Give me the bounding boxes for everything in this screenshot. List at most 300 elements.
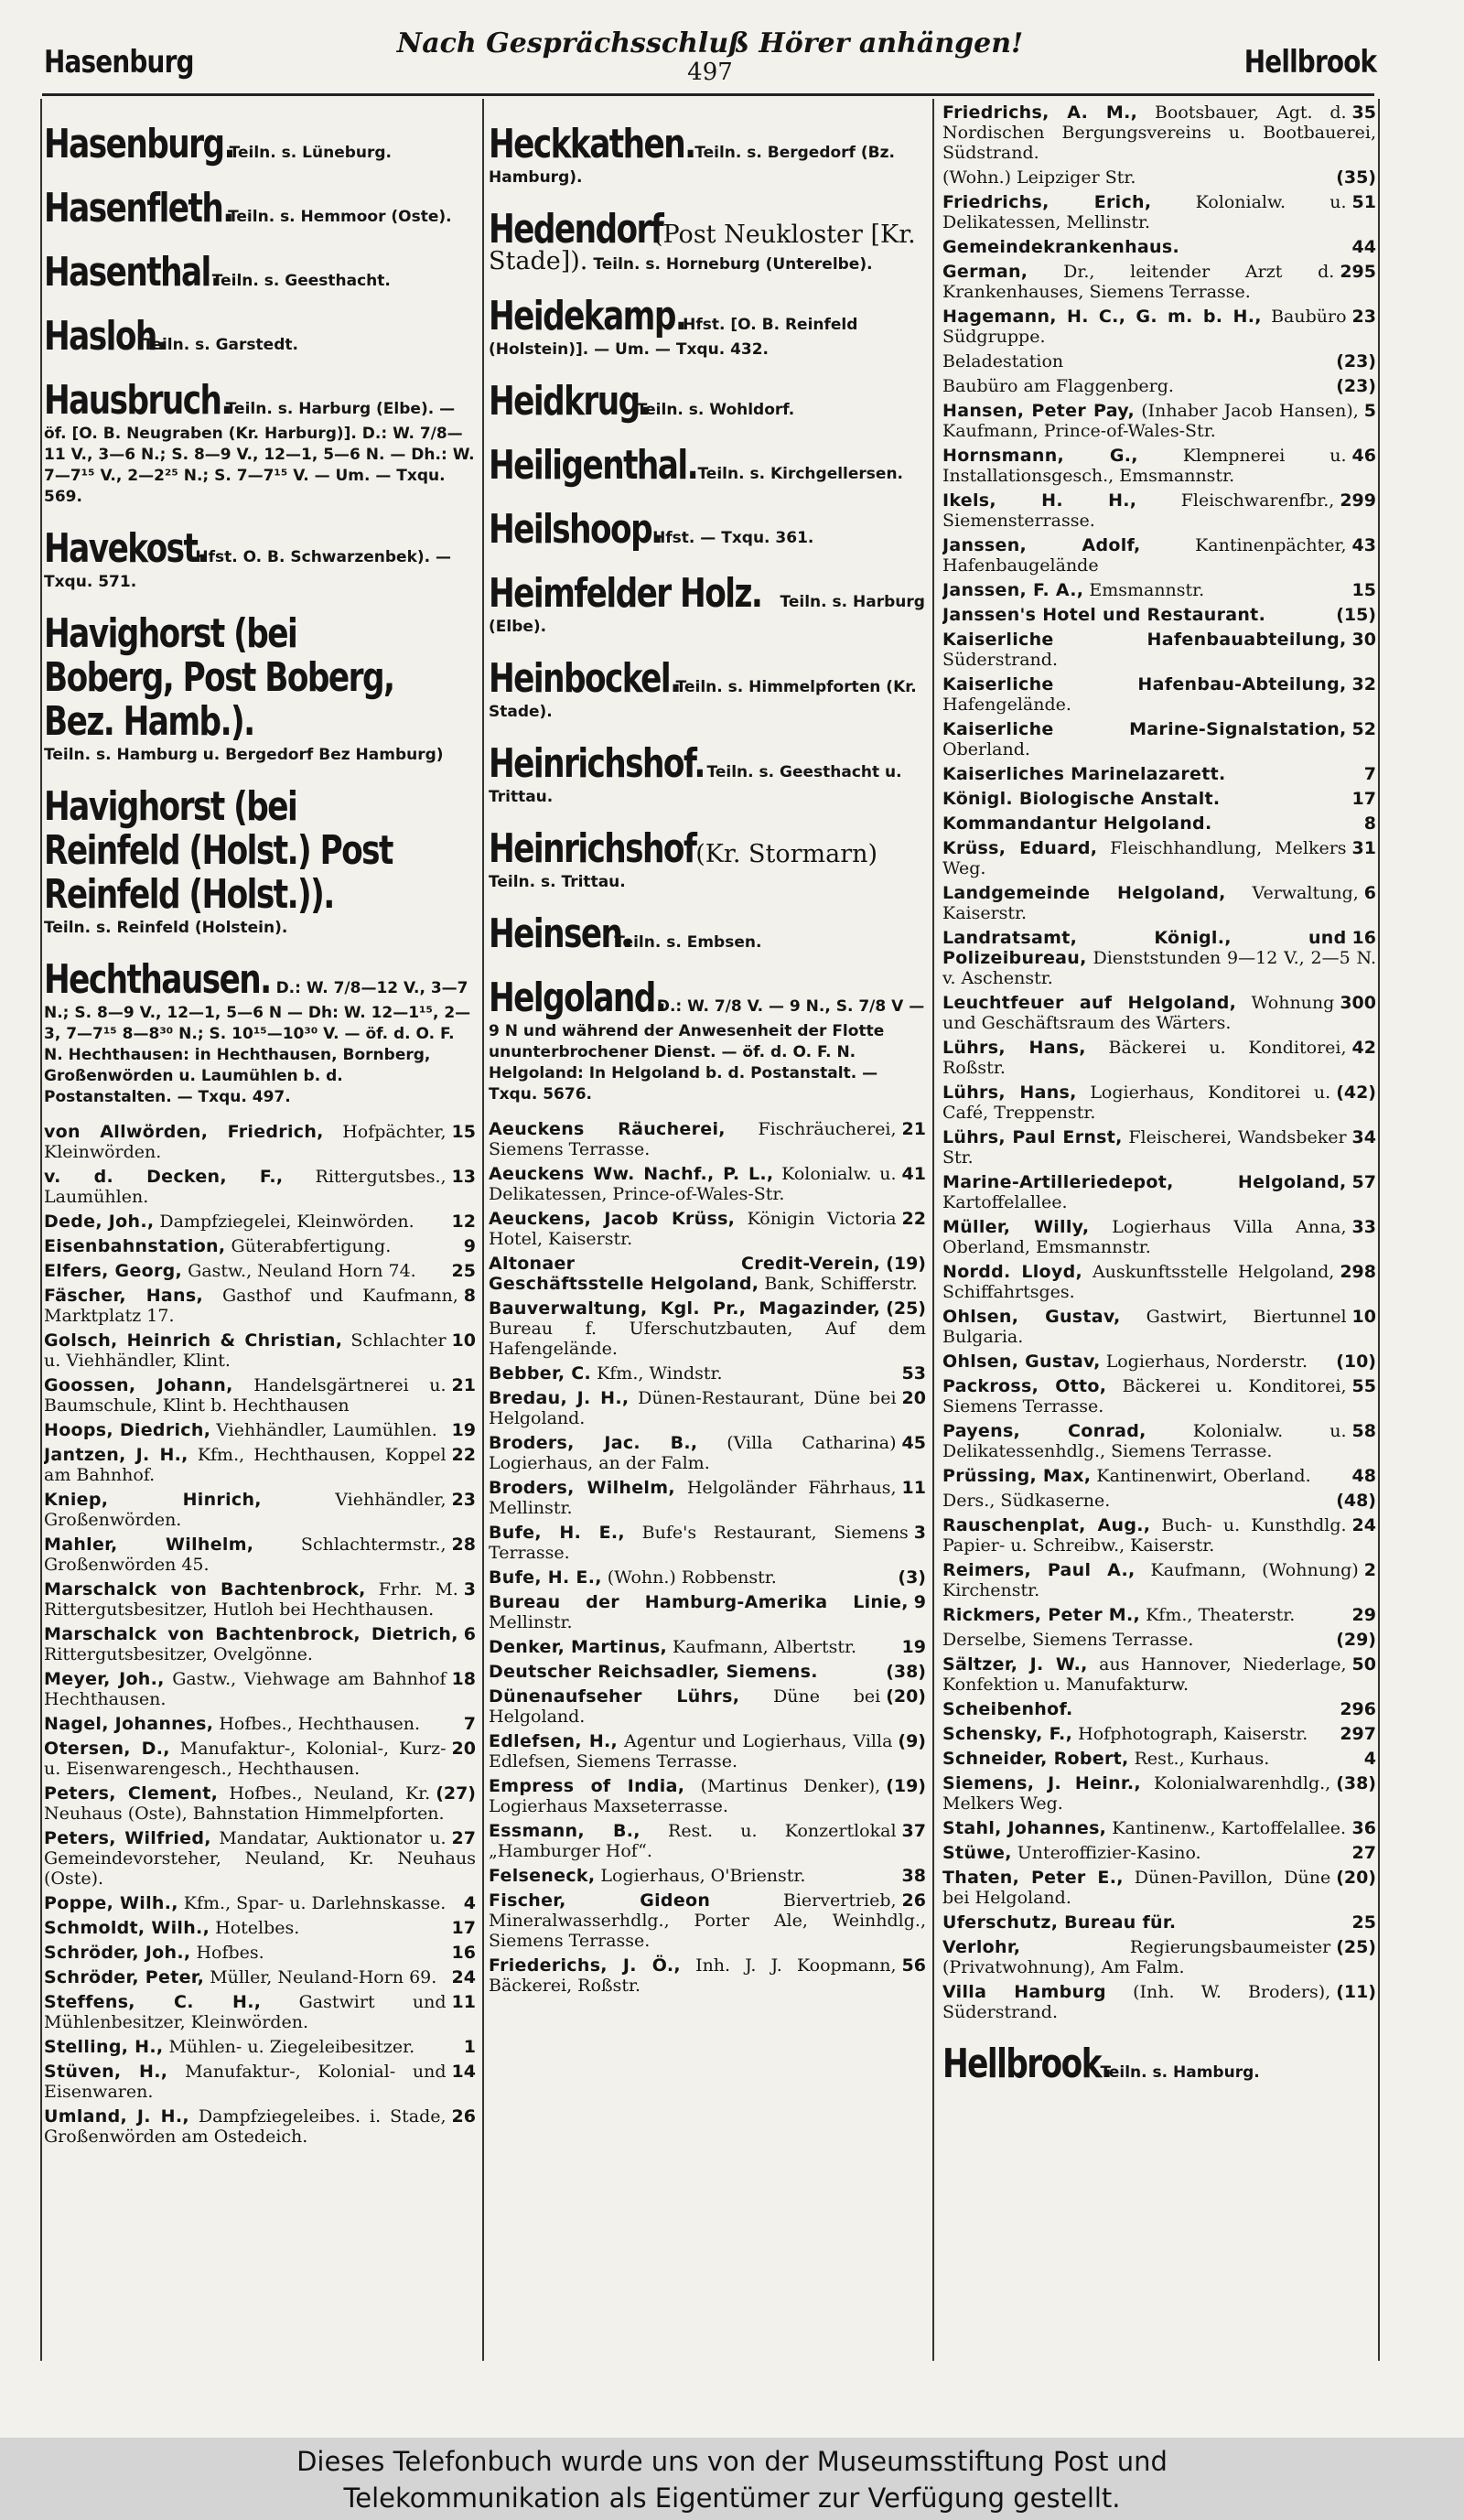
- entry-description: Gastwirt und Mühlenbesitzer, Kleinwörden.: [44, 1992, 447, 2032]
- footer-line-1: Dieses Telefonbuch wurde uns von der Museumsstiftung Post und: [296, 2446, 1168, 2477]
- phone-number: 296: [1340, 1699, 1376, 1719]
- phone-number: (9): [898, 1731, 926, 1751]
- phone-number: 34: [1351, 1127, 1376, 1147]
- place-qualifier: (Post Neukloster [Kr. Stade]).: [489, 221, 916, 275]
- entry-description: Bootsbauer, Agt. d. Nordischen Bergungsvereins u. Bootbauerei, Südstrand.: [942, 102, 1376, 163]
- place-heading: [44, 187, 476, 231]
- entry-name: Bebber, C.: [489, 1363, 592, 1384]
- phone-number: 13: [451, 1167, 476, 1187]
- directory-entry: [942, 1515, 1376, 1556]
- phone-number: (15): [1336, 605, 1376, 625]
- entry-name: Scheibenhof.: [942, 1699, 1073, 1719]
- phone-number: 6: [463, 1624, 476, 1644]
- entry-name: Janssen's Hotel und Restaurant.: [942, 605, 1266, 625]
- entry-name: Ohlsen, Gustav,: [942, 1307, 1121, 1327]
- entry-name: Fäscher, Hans,: [44, 1286, 203, 1306]
- entry-name: Goossen, Johann,: [44, 1375, 233, 1395]
- entry-name: von Allwörden, Friedrich,: [44, 1122, 324, 1142]
- phone-number: (11): [1336, 1982, 1376, 2002]
- entry-name: Landgemeinde Helgoland,: [942, 883, 1226, 903]
- phone-number: (23): [1336, 351, 1376, 372]
- footer-notice: [0, 2438, 1464, 2520]
- entry-name: Nordd. Lloyd,: [942, 1262, 1083, 1282]
- entry-name: Schröder, Peter,: [44, 1967, 205, 1987]
- entry-description: Gastw., Viehwage am Bahnhof Hechthausen.: [44, 1669, 447, 1709]
- directory-entry: [44, 1122, 476, 1162]
- entry-description: Bank, Schifferstr.: [764, 1274, 918, 1294]
- directory-entry: [942, 535, 1376, 576]
- entry-name: Lührs, Paul Ernst,: [942, 1127, 1123, 1147]
- phone-number: 20: [451, 1739, 476, 1759]
- entry-name: Friedrichs, Erich,: [942, 192, 1152, 212]
- entry-name: Meyer, Joh.,: [44, 1669, 165, 1689]
- entry-name: German,: [942, 262, 1028, 282]
- directory-entry: [44, 1714, 476, 1734]
- phone-number: 33: [1351, 1217, 1376, 1237]
- directory-entry: [489, 1567, 926, 1588]
- directory-entry: [942, 1749, 1376, 1769]
- place-name: Hasloh.: [44, 313, 167, 360]
- entry-name: Steffens, C. H.,: [44, 1992, 262, 2012]
- entry-description: Oberland.: [942, 739, 1030, 759]
- entry-description: Dünen-Pavillon, Düne bei Helgoland.: [942, 1868, 1331, 1908]
- entry-description: Unteroffizier-Kasino.: [1017, 1843, 1201, 1863]
- phone-number: (29): [1336, 1630, 1376, 1650]
- directory-entry: [489, 1776, 926, 1816]
- entry-name: Stahl, Johannes,: [942, 1818, 1107, 1838]
- place-details: Teiln. s. Trittau.: [489, 873, 626, 891]
- entry-name: Broders, Jac. B.,: [489, 1433, 698, 1453]
- phone-number: 23: [1351, 307, 1376, 327]
- phone-number: 24: [1351, 1515, 1376, 1535]
- entry-description: Baubüro Südgruppe.: [942, 307, 1347, 347]
- place-name: Heidekamp.: [489, 293, 686, 339]
- directory-entry: [942, 1172, 1376, 1212]
- phone-number: 4: [463, 1893, 476, 1913]
- entry-description: Fleischhandlung, Melkers Weg.: [942, 838, 1347, 878]
- directory-entry: [942, 1868, 1376, 1908]
- entry-name: Kaiserliche Hafenbau-Abteilung,: [942, 674, 1347, 695]
- phone-number: 30: [1351, 630, 1376, 650]
- place-heading: [44, 123, 476, 167]
- entry-name: Altonaer Credit-Verein, Geschäftsstelle Helgoland,: [489, 1254, 881, 1294]
- phone-number: 3: [463, 1579, 476, 1599]
- directory-entry: [942, 1912, 1376, 1933]
- entry-name: Ikels, H. H.,: [942, 490, 1137, 511]
- phone-number: 299: [1340, 490, 1376, 511]
- directory-entry: [44, 1212, 476, 1232]
- place-details: Teiln. s. Garstedt.: [143, 336, 298, 354]
- entry-name: Peters, Clement,: [44, 1783, 219, 1804]
- phone-number: 27: [451, 1828, 476, 1848]
- phone-number: 300: [1340, 993, 1376, 1013]
- directory-entry: [489, 1209, 926, 1249]
- place-heading: [489, 742, 926, 807]
- place-name: Heinrichshof.: [489, 740, 705, 787]
- entry-description: (Martinus Denker), Logierhaus Maxseterrasse.: [489, 1776, 881, 1816]
- entry-description: Kfm., Theaterstr.: [1146, 1605, 1296, 1625]
- directory-entry: [942, 262, 1376, 302]
- directory-entry: [44, 1535, 476, 1575]
- directory-entry: [44, 1445, 476, 1485]
- directory-entry: [942, 764, 1376, 784]
- place-name: Heinbockel.: [489, 655, 681, 702]
- phone-number: 22: [901, 1209, 926, 1229]
- phone-number: 9: [913, 1592, 926, 1612]
- entry-name: Krüss, Eduard,: [942, 838, 1098, 858]
- place-name: Heinsen.: [489, 910, 632, 957]
- phone-number: 25: [451, 1261, 476, 1281]
- entry-description: Dr., leitender Arzt d. Krankenhauses, Siemens Terrasse.: [942, 262, 1335, 302]
- directory-entry: [489, 1955, 926, 1996]
- phone-number: 37: [901, 1821, 926, 1841]
- entry-name: Poppe, Wilh.,: [44, 1893, 178, 1913]
- entry-name: Fischer, Gideon: [489, 1890, 711, 1911]
- phone-number: 52: [1351, 719, 1376, 739]
- phone-number: 1: [463, 2037, 476, 2057]
- entry-description: Kartoffelallee.: [942, 1192, 1068, 1212]
- directory-entry: [44, 2037, 476, 2057]
- phone-number: 17: [451, 1918, 476, 1938]
- directory-entry: [489, 1523, 926, 1563]
- entry-name: Marschalck von Bachtenbrock, Dietrich,: [44, 1624, 458, 1644]
- phone-number: (27): [436, 1783, 476, 1804]
- directory-entry: [44, 2106, 476, 2147]
- directory-entry: [942, 813, 1376, 834]
- directory-entry: [44, 1167, 476, 1207]
- place-details: Hfst. — Txqu. 361.: [652, 529, 814, 547]
- place-heading: [489, 123, 926, 188]
- directory-entry: [44, 1669, 476, 1709]
- directory-entry: [942, 838, 1376, 878]
- place-name: Hellbrook.: [942, 2041, 1112, 2087]
- directory-entry: [942, 580, 1376, 600]
- directory-entry: [44, 1579, 476, 1620]
- column-divider-2: [932, 99, 934, 2361]
- header-rule: [42, 93, 1374, 96]
- phone-number: 298: [1340, 1262, 1376, 1282]
- entry-description: Viehhändler, Großenwörden.: [44, 1490, 447, 1530]
- phone-number: 44: [1351, 237, 1376, 257]
- phone-number: 15: [451, 1122, 476, 1142]
- phone-number: 15: [1351, 580, 1376, 600]
- phone-number: 53: [901, 1363, 926, 1384]
- entry-description: Gasthof und Kaufmann, Marktplatz 17.: [44, 1286, 458, 1326]
- entry-name: Peters, Wilfried,: [44, 1828, 211, 1848]
- phone-number: (48): [1336, 1491, 1376, 1511]
- directory-entry: [44, 1828, 476, 1889]
- directory-entry: [942, 1699, 1376, 1719]
- directory-entry: [489, 1637, 926, 1657]
- place-details: Teiln. s. Lüneburg.: [229, 144, 393, 162]
- directory-entry: [44, 1992, 476, 2032]
- place-name: Havighorst (bei Boberg, Post Boberg, Bez. Hamb.).: [44, 610, 394, 745]
- entry-description: Wohnung und Geschäftsraum des Wärters.: [942, 993, 1335, 1033]
- phone-number: (3): [898, 1567, 926, 1588]
- place-name: Havighorst (bei Reinfeld (Holst.) Post Reinfeld (Holst.)).: [44, 783, 393, 918]
- column-3: [942, 102, 1376, 2358]
- entry-description: Kantinenwirt, Oberland.: [1096, 1466, 1311, 1486]
- directory-entry: [489, 1662, 926, 1682]
- phone-number: 10: [1351, 1307, 1376, 1327]
- phone-number: 51: [1351, 192, 1376, 212]
- phone-number: (23): [1336, 376, 1376, 396]
- footer-line-2: Telekommunikation als Eigentümer zur Verfügung gestellt.: [343, 2482, 1121, 2514]
- directory-entry: [942, 1773, 1376, 1814]
- entry-description: Güterabfertigung.: [231, 1236, 392, 1256]
- directory-entry: [489, 1433, 926, 1473]
- directory-entry: [942, 605, 1376, 625]
- phone-number: 3: [913, 1523, 926, 1543]
- phone-number: (20): [1336, 1868, 1376, 1888]
- place-details: Teiln. s. Embsen.: [614, 933, 762, 952]
- directory-entry: [942, 1982, 1376, 2022]
- entry-name: Mahler, Wilhelm,: [44, 1535, 254, 1555]
- phone-number: 57: [1351, 1172, 1376, 1192]
- place-heading: [44, 612, 476, 765]
- entry-name: Edlefsen, H.,: [489, 1731, 619, 1751]
- entry-description: Kfm., Spar- u. Darlehnskasse.: [183, 1893, 447, 1913]
- directory-entry: [942, 102, 1376, 163]
- column-1: [44, 102, 476, 2358]
- place-details: Teiln. s. Hamburg u. Bergedorf Bez Hamburg): [44, 746, 444, 764]
- phone-number: 27: [1351, 1843, 1376, 1863]
- entry-name: Kommandantur Helgoland.: [942, 813, 1212, 834]
- entry-description: Bufe's Restaurant, Siemens Terrasse.: [489, 1523, 909, 1563]
- directory-entry: [942, 1724, 1376, 1744]
- directory-entry: [942, 237, 1376, 257]
- entry-name: Aeuckens Ww. Nachf., P. L.,: [489, 1164, 774, 1184]
- directory-entry: [942, 401, 1376, 441]
- entry-name: Rauschenplat, Aug.,: [942, 1515, 1151, 1535]
- entry-description: Düne bei Helgoland.: [489, 1686, 881, 1727]
- entry-description: Gastwirt, Biertunnel Bulgaria.: [942, 1307, 1347, 1347]
- directory-entry: [489, 1119, 926, 1159]
- entry-description: Auskunftsstelle Helgoland, Schiffahrtsges.: [942, 1262, 1335, 1302]
- directory-entry: [489, 1254, 926, 1294]
- place-details: Hfst. O. B. Schwarzenbek). — Txqu. 571.: [44, 548, 452, 591]
- place-heading: [489, 657, 926, 722]
- entry-description: Buch- u. Kunsthdlg. Papier- u. Schreibw., Kaiserstr.: [942, 1515, 1347, 1556]
- entry-description: Ders., Südkaserne.: [942, 1491, 1111, 1511]
- directory-entry: [489, 1478, 926, 1518]
- directory-entry: [942, 446, 1376, 486]
- phone-number: (35): [1336, 167, 1376, 188]
- directory-entry: [942, 719, 1376, 759]
- phone-number: (25): [1336, 1937, 1376, 1957]
- phone-number: 6: [1363, 883, 1376, 903]
- left-border-rule: [40, 99, 42, 2361]
- entry-description: Rest., Kurhaus.: [1134, 1749, 1270, 1769]
- phone-number: 26: [451, 2106, 476, 2127]
- entry-description: Mühlen- u. Ziegeleibesitzer.: [168, 2037, 415, 2057]
- directory-entry: [942, 1217, 1376, 1257]
- entry-description: Dampfziegeleibes. i. Stade, Großenwörden am Ostedeich.: [44, 2106, 447, 2147]
- place-name: Hasenfleth.: [44, 185, 233, 232]
- directory-entry: [44, 1420, 476, 1440]
- entry-name: Deutscher Reichsadler, Siemens.: [489, 1662, 818, 1682]
- place-heading: [44, 785, 476, 938]
- entry-description: (Inh. W. Broders), Süderstrand.: [942, 1982, 1331, 2022]
- entry-name: Ohlsen, Gustav,: [942, 1352, 1101, 1372]
- directory-entry: [942, 1605, 1376, 1625]
- directory-entry: [942, 1262, 1376, 1302]
- directory-entry: [489, 1592, 926, 1632]
- phone-number: (38): [1336, 1773, 1376, 1793]
- directory-entry: [942, 1352, 1376, 1372]
- place-details: Teiln. s. Harburg (Elbe). — öf. [O. B. Neugraben (Kr. Harburg)]. D.: W. 7/8—11 V., 3—6 N.; S. 8—9 V., 12—1, 5—6 N. — Dh.: W. 7—7¹⁵ V., 2—2²⁵ N.; S. 7—7¹⁵ V. — Um. — Txqu. 569.: [44, 400, 475, 506]
- entry-description: Bureau f. Uferschutzbauten, Auf dem Hafengelände.: [489, 1319, 926, 1359]
- entry-name: Marschalck von Bachtenbrock,: [44, 1579, 366, 1599]
- entry-description: Königin Victoria Hotel, Kaiserstr.: [489, 1209, 897, 1249]
- entry-description: (Villa Catharina) Logierhaus, an der Falm.: [489, 1433, 897, 1473]
- entry-name: Leuchtfeuer auf Helgoland,: [942, 993, 1237, 1013]
- entry-name: Thaten, Peter E.,: [942, 1868, 1124, 1888]
- entry-description: Dienststunden 9—12 V., 2—5 N. v. Aschenstr.: [942, 948, 1376, 988]
- directory-entry: [942, 490, 1376, 531]
- directory-entry: [44, 2062, 476, 2102]
- entry-description: Hofbes.: [196, 1943, 264, 1963]
- entry-name: Schensky, F.,: [942, 1724, 1073, 1744]
- entry-description: Klempnerei u. Installationsgesch., Emsmannstr.: [942, 446, 1347, 486]
- place-details: D.: W. 7/8—12 V., 3—7 N.; S. 8—9 V., 12—1, 5—6 N — Dh: W. 12—1¹⁵, 2—3, 7—7¹⁵ 8—8³⁰ N.; S. 10¹⁵—10³⁰ V. — öf. d. O. F. N. Hechthausen: in Hechthausen, Bornberg, Großenwörden u. Laumühlen b. d. Postanstalten. — Txqu. 497.: [44, 979, 471, 1106]
- place-name: Heckkathen.: [489, 121, 695, 167]
- entry-name: Bredau, J. H.,: [489, 1388, 630, 1408]
- directory-entry: [942, 993, 1376, 1033]
- entry-description: Kfm., Windstr.: [597, 1363, 723, 1384]
- phone-number: 17: [1351, 789, 1376, 809]
- phone-number: 35: [1351, 102, 1376, 123]
- column-2: [489, 102, 926, 2358]
- entry-description: Inh. J. J. Koopmann, Bäckerei, Roßstr.: [489, 1955, 897, 1996]
- entry-description: Regierungsbaumeister (Privatwohnung), Am Falm.: [942, 1937, 1331, 1977]
- entry-description: Kaufmann, Albertstr.: [673, 1637, 857, 1657]
- place-heading: [489, 208, 926, 275]
- entry-name: Jantzen, J. H.,: [44, 1445, 188, 1465]
- place-name: Hedendorf: [489, 206, 663, 253]
- place-name: Hechthausen.: [44, 956, 271, 1003]
- directory-entry: [44, 1236, 476, 1256]
- place-details: Teiln. s. Geesthacht u. Trittau.: [489, 763, 902, 806]
- entry-description: Fischräucherei, Siemens Terrasse.: [489, 1119, 897, 1159]
- directory-entry: [489, 1866, 926, 1886]
- phone-number: 10: [451, 1330, 476, 1351]
- right-border-rule: [1378, 99, 1380, 2361]
- place-name: Hasenthal.: [44, 249, 221, 296]
- entry-description: Derselbe, Siemens Terrasse.: [942, 1630, 1194, 1650]
- phone-number: 45: [901, 1433, 926, 1453]
- place-name: Hausbruch.: [44, 377, 231, 424]
- place-name: Hasenburg.: [44, 121, 234, 167]
- entry-name: Stüven, H.,: [44, 2062, 168, 2082]
- entry-name: Gemeindekrankenhaus.: [942, 237, 1179, 257]
- directory-entry: [489, 1388, 926, 1428]
- directory-entry: [942, 1560, 1376, 1600]
- entry-name: Rickmers, Peter M.,: [942, 1605, 1141, 1625]
- phone-number: 22: [451, 1445, 476, 1465]
- page-number: 497: [687, 59, 733, 86]
- entry-name: Janssen, F. A.,: [942, 580, 1084, 600]
- entry-name: Schneider, Robert,: [942, 1749, 1129, 1769]
- entry-name: Essmann, B.,: [489, 1821, 640, 1841]
- header-last-entry: Hellbrook: [1243, 44, 1376, 81]
- directory-entry: [942, 376, 1376, 396]
- phone-number: 295: [1340, 262, 1376, 282]
- entry-name: v. d. Decken, F.,: [44, 1167, 284, 1187]
- entry-description: Mandatar, Auktionator u. Gemeindevorsteher, Neuland, Kr. Neuhaus (Oste).: [44, 1828, 476, 1889]
- place-heading: [489, 827, 926, 892]
- entry-name: Aeuckens, Jacob Krüss,: [489, 1209, 736, 1229]
- entry-description: Hafengelände.: [942, 695, 1071, 715]
- entry-name: Felseneck,: [489, 1866, 596, 1886]
- entry-name: Siemens, J. Heinr.,: [942, 1773, 1141, 1793]
- directory-entry: [44, 1943, 476, 1963]
- directory-entry: [942, 630, 1376, 670]
- directory-entry: [44, 1624, 476, 1664]
- phone-number: 19: [901, 1637, 926, 1657]
- entry-name: Aeuckens Räucherei,: [489, 1119, 726, 1139]
- phone-number: 21: [451, 1375, 476, 1395]
- place-details: Teiln. s. Kirchgellersen.: [697, 465, 904, 483]
- directory-entry: [942, 1127, 1376, 1168]
- place-details: Teiln. s. Wohldorf.: [636, 401, 795, 419]
- entry-description: Verwaltung, Kaiserstr.: [942, 883, 1359, 923]
- entry-description: Logierhaus, Norderstr.: [1105, 1352, 1308, 1372]
- entry-name: Villa Hamburg: [942, 1982, 1106, 2002]
- directory-entry: [942, 1937, 1376, 1977]
- place-name: Heimfelder Holz.: [489, 570, 762, 617]
- phone-number: 41: [901, 1164, 926, 1184]
- directory-entry: [489, 1890, 926, 1951]
- entry-description: Biervertrieb, Mineralwasserhdlg., Porter Ale, Weinhdlg., Siemens Terrasse.: [489, 1890, 926, 1951]
- directory-entry: [489, 1164, 926, 1204]
- directory-entry: [44, 1261, 476, 1281]
- phone-number: 11: [901, 1478, 926, 1498]
- entry-description: Hofbes., Hechthausen.: [219, 1714, 421, 1734]
- place-heading: [489, 572, 926, 637]
- phone-number: 46: [1351, 446, 1376, 466]
- directory-entry: [44, 1375, 476, 1416]
- phone-number: 7: [1363, 764, 1376, 784]
- phone-number: 21: [901, 1119, 926, 1139]
- entry-name: Umland, J. H.,: [44, 2106, 189, 2127]
- phone-number: 28: [451, 1535, 476, 1555]
- phone-number: 19: [451, 1420, 476, 1440]
- entry-description: Rest. u. Konzertlokal „Hamburger Hof“.: [489, 1821, 897, 1861]
- phone-number: (42): [1336, 1082, 1376, 1103]
- entry-description: Hofbes., Neuland, Kr. Neuhaus (Oste), Bahnstation Himmelpforten.: [44, 1783, 445, 1824]
- entry-name: Hoops, Diedrich,: [44, 1420, 211, 1440]
- entry-name: Golsch, Heinrich & Christian,: [44, 1330, 343, 1351]
- place-heading: [489, 976, 926, 1104]
- entry-name: Kaiserliche Hafenbauabteilung,: [942, 630, 1347, 650]
- entry-description: Beladestation: [942, 351, 1064, 372]
- phone-number: 58: [1351, 1421, 1376, 1441]
- entry-name: Friedrichs, A. M.,: [942, 102, 1138, 123]
- place-details: Teiln. s. Geesthacht.: [211, 272, 391, 290]
- entry-name: Stelling, H.,: [44, 2037, 164, 2057]
- directory-entry: [489, 1686, 926, 1727]
- entry-description: Dampfziegelei, Kleinwörden.: [159, 1212, 414, 1232]
- entry-name: Hansen, Peter Pay,: [942, 401, 1136, 421]
- entry-name: Empress of India,: [489, 1776, 685, 1796]
- directory-entry: [44, 1286, 476, 1326]
- phone-number: 16: [451, 1943, 476, 1963]
- entry-description: Mellinstr.: [489, 1612, 573, 1632]
- entry-description: Rittergutsbesitzer, Ovelgönne.: [44, 1644, 313, 1664]
- entry-description: Viehhändler, Laumühlen.: [216, 1420, 437, 1440]
- entry-name: Hornsmann, G.,: [942, 446, 1138, 466]
